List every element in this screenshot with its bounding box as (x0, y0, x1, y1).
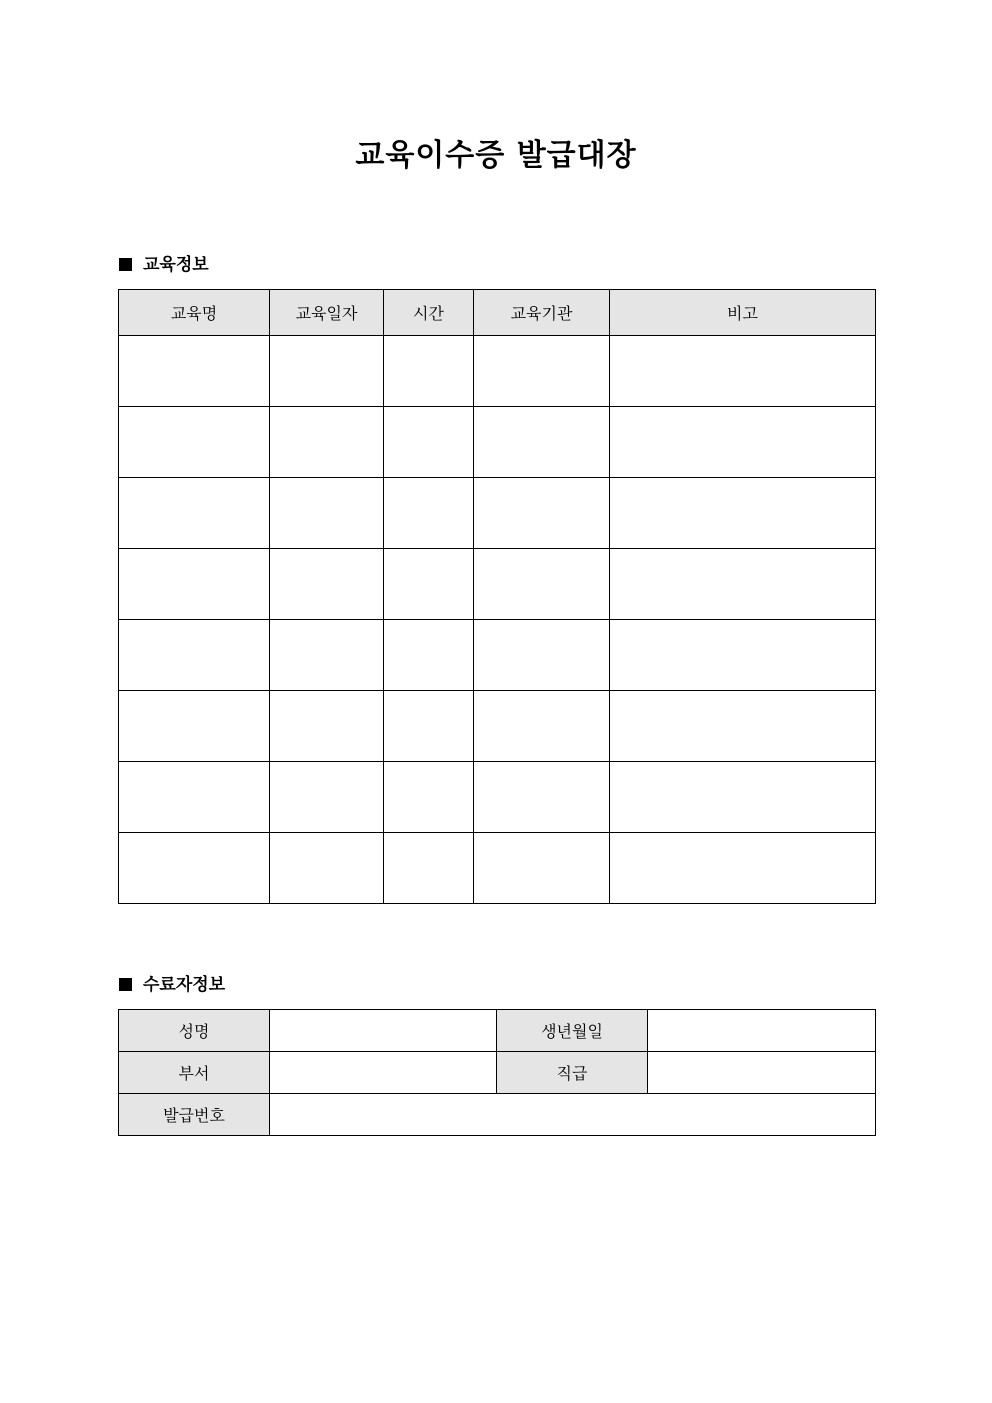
institution-cell[interactable] (474, 762, 610, 833)
institution-cell[interactable] (474, 691, 610, 762)
education-table (118, 289, 876, 904)
hours-cell[interactable] (384, 549, 474, 620)
department-label: 부서 (119, 1052, 270, 1094)
table-row (119, 336, 876, 407)
table-row (119, 478, 876, 549)
table-row (119, 620, 876, 691)
course-name-cell[interactable] (119, 762, 270, 833)
hours-cell[interactable] (384, 336, 474, 407)
table-row (119, 1010, 876, 1052)
hours-cell[interactable] (384, 407, 474, 478)
birth-date-field[interactable] (648, 1010, 876, 1052)
education-heading-label: 교육정보 (143, 255, 209, 275)
institution-cell[interactable] (474, 336, 610, 407)
course-name-cell[interactable] (119, 407, 270, 478)
table-row (119, 762, 876, 833)
hours-cell[interactable] (384, 833, 474, 904)
rank-field[interactable] (648, 1052, 876, 1094)
institution-cell[interactable] (474, 833, 610, 904)
hours-cell[interactable] (384, 691, 474, 762)
column-header-course-name: 교육명 (119, 290, 270, 336)
hours-cell[interactable] (384, 620, 474, 691)
trainee-section-heading (119, 973, 225, 997)
trainee-heading-label: 수료자정보 (143, 975, 226, 995)
remarks-cell[interactable] (610, 336, 876, 407)
trainee-table (118, 1009, 876, 1136)
remarks-cell[interactable] (610, 833, 876, 904)
table-row (119, 833, 876, 904)
date-cell[interactable] (270, 691, 384, 762)
course-name-cell[interactable] (119, 833, 270, 904)
remarks-cell[interactable] (610, 762, 876, 833)
date-cell[interactable] (270, 549, 384, 620)
column-header-institution: 교육기관 (474, 290, 610, 336)
institution-cell[interactable] (474, 549, 610, 620)
date-cell[interactable] (270, 336, 384, 407)
table-row (119, 549, 876, 620)
page-title: 교육이수증 발급대장 (355, 138, 637, 173)
name-field[interactable] (270, 1010, 497, 1052)
column-header-date: 교육일자 (270, 290, 384, 336)
institution-cell[interactable] (474, 478, 610, 549)
date-cell[interactable] (270, 620, 384, 691)
remarks-cell[interactable] (610, 478, 876, 549)
course-name-cell[interactable] (119, 620, 270, 691)
institution-cell[interactable] (474, 407, 610, 478)
remarks-cell[interactable] (610, 620, 876, 691)
department-field[interactable] (270, 1052, 497, 1094)
institution-cell[interactable] (474, 620, 610, 691)
date-cell[interactable] (270, 407, 384, 478)
course-name-cell[interactable] (119, 478, 270, 549)
column-header-remarks: 비고 (610, 290, 876, 336)
hours-cell[interactable] (384, 478, 474, 549)
remarks-cell[interactable] (610, 691, 876, 762)
remarks-cell[interactable] (610, 549, 876, 620)
education-section-heading (119, 253, 209, 277)
issue-number-label: 발급번호 (119, 1094, 270, 1136)
name-label: 성명 (119, 1010, 270, 1052)
table-row (119, 1052, 876, 1094)
date-cell[interactable] (270, 762, 384, 833)
course-name-cell[interactable] (119, 336, 270, 407)
date-cell[interactable] (270, 478, 384, 549)
course-name-cell[interactable] (119, 549, 270, 620)
table-row (119, 407, 876, 478)
birth-date-label: 생년월일 (497, 1010, 648, 1052)
remarks-cell[interactable] (610, 407, 876, 478)
rank-label: 직급 (497, 1052, 648, 1094)
table-row (119, 1094, 876, 1136)
issue-number-field[interactable] (270, 1094, 876, 1136)
square-bullet-icon (119, 258, 132, 271)
course-name-cell[interactable] (119, 691, 270, 762)
square-bullet-icon (119, 978, 132, 991)
hours-cell[interactable] (384, 762, 474, 833)
table-header-row (119, 290, 876, 336)
date-cell[interactable] (270, 833, 384, 904)
table-row (119, 691, 876, 762)
column-header-hours: 시간 (384, 290, 474, 336)
